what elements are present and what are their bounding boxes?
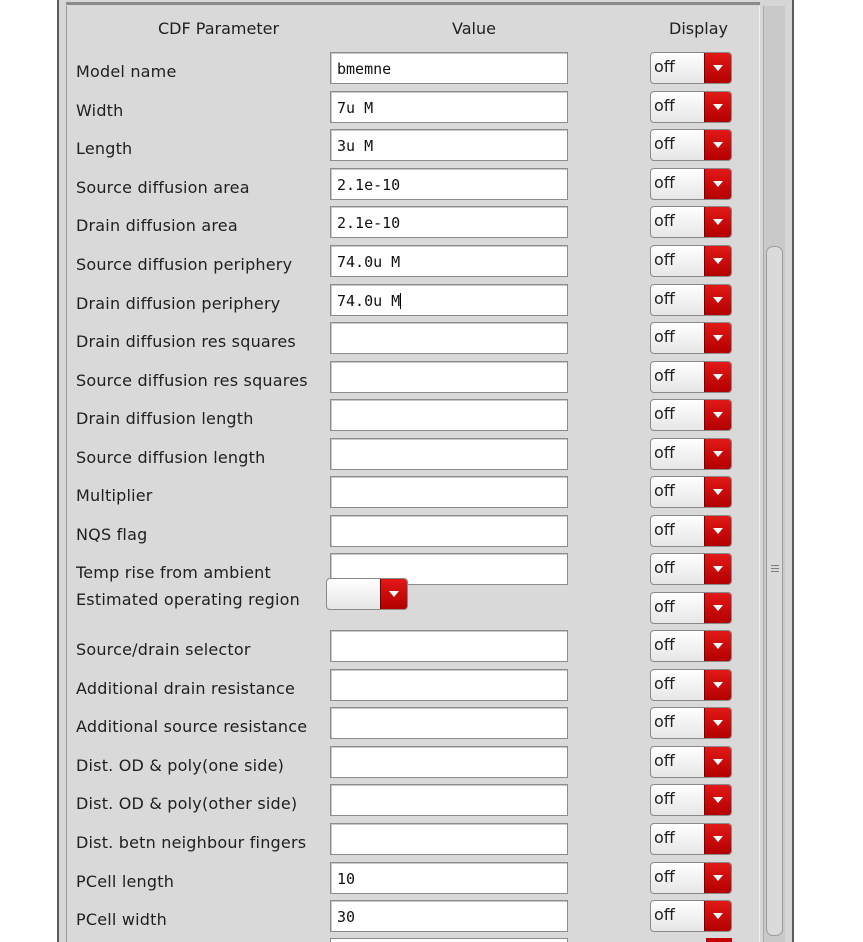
header-display: Display [669, 19, 728, 38]
param-label: Source diffusion res squares [76, 371, 308, 390]
param-label: Width [76, 101, 124, 120]
display-select-value: off [654, 905, 675, 924]
display-select-value: off [654, 443, 675, 462]
param-label: Temp rise from ambient [76, 563, 271, 582]
operating-region-select[interactable] [326, 578, 408, 610]
field-text: 74.0u M [337, 292, 401, 310]
nqs-flag-field[interactable] [330, 515, 568, 547]
display-select-value: off [654, 366, 675, 385]
chevron-down-icon[interactable] [704, 631, 731, 661]
display-select-source-diffusion-length[interactable] [650, 438, 732, 470]
chevron-down-icon[interactable] [704, 53, 731, 83]
display-select-nqs-flag[interactable] [650, 515, 732, 547]
scrollbar-thumb[interactable] [766, 246, 783, 936]
display-select-value: off [654, 558, 675, 577]
display-select-additional-source-resistance[interactable] [650, 707, 732, 739]
param-label: Dist. OD & poly(other side) [76, 794, 298, 813]
param-label: PCell length [76, 872, 175, 891]
display-select-width[interactable] [650, 91, 732, 123]
display-select-value: off [654, 134, 675, 153]
next-row-dropdown-partial [706, 938, 732, 942]
text-caret [400, 293, 401, 309]
display-select-value: off [654, 635, 675, 654]
display-select-value: off [654, 327, 675, 346]
display-select-drain-diffusion-periphery[interactable] [650, 284, 732, 316]
display-select-value: off [654, 789, 675, 808]
display-select-pcell-width[interactable] [650, 900, 732, 932]
param-label: Dist. OD & poly(one side) [76, 756, 285, 775]
chevron-down-icon[interactable] [704, 439, 731, 469]
next-row-field-partial [330, 938, 568, 942]
display-select-dist-betn-neighbour-fingers[interactable] [650, 823, 732, 855]
display-select-additional-drain-resistance[interactable] [650, 669, 732, 701]
dist-od-poly-other-side-field[interactable] [330, 784, 568, 816]
display-select-value: off [654, 828, 675, 847]
dist-od-poly-one-side-field[interactable] [330, 746, 568, 778]
display-select-value: off [654, 57, 675, 76]
chevron-down-icon[interactable] [704, 785, 731, 815]
param-label: Source diffusion periphery [76, 255, 293, 274]
additional-drain-resistance-field[interactable] [330, 669, 568, 701]
param-row-additional-drain-resistance [0, 669, 863, 707]
display-select-drain-diffusion-area[interactable] [650, 206, 732, 238]
param-label: Source diffusion length [76, 448, 266, 467]
display-select-value: off [654, 674, 675, 693]
param-row-drain-diffusion-length [0, 399, 863, 437]
length-field[interactable]: 3u M [330, 129, 568, 161]
display-select-model-name[interactable] [650, 52, 732, 84]
display-select-temp-rise[interactable] [650, 553, 732, 585]
display-select-source-diffusion-periphery[interactable] [650, 245, 732, 277]
display-select-value: off [654, 481, 675, 500]
display-select-value: off [654, 712, 675, 731]
drain-diffusion-periphery-field[interactable] [330, 284, 568, 316]
display-select-dist-od-poly-other-side[interactable] [650, 784, 732, 816]
param-label: Drain diffusion length [76, 409, 254, 428]
source-drain-selector-field[interactable] [330, 630, 568, 662]
param-label: Additional source resistance [76, 717, 308, 736]
chevron-down-icon[interactable] [704, 207, 731, 237]
display-select-dist-od-poly-one-side[interactable] [650, 746, 732, 778]
dist-betn-neighbour-fingers-field[interactable] [330, 823, 568, 855]
display-select-value: off [654, 173, 675, 192]
display-select-value: off [654, 96, 675, 115]
chevron-down-icon[interactable] [704, 863, 731, 893]
param-row-temp-rise [0, 553, 863, 591]
chevron-down-icon[interactable] [704, 554, 731, 584]
param-label: Estimated operating region [76, 590, 300, 609]
param-label: PCell width [76, 910, 167, 929]
model-name-field[interactable]: bmemne [330, 52, 568, 84]
param-label: Additional drain resistance [76, 679, 296, 698]
display-select-value: off [654, 289, 675, 308]
display-select-value: off [654, 751, 675, 770]
display-select-value: off [654, 867, 675, 886]
vertical-scrollbar[interactable] [763, 6, 785, 942]
param-row-source-diffusion-res-squares [0, 361, 863, 399]
param-row-length [0, 129, 863, 167]
param-row-source-diffusion-area [0, 168, 863, 206]
width-field[interactable]: 7u M [330, 91, 568, 123]
frame-top-divider [66, 2, 760, 5]
param-label: Source/drain selector [76, 640, 251, 659]
grip-icon [771, 565, 779, 573]
param-label: Drain diffusion res squares [76, 332, 296, 351]
param-row-pcell-length [0, 862, 863, 900]
chevron-down-icon[interactable] [380, 579, 407, 609]
param-row-source-diffusion-length [0, 438, 863, 476]
source-diffusion-area-field[interactable]: 2.1e-10 [330, 168, 568, 200]
display-select-value: off [654, 520, 675, 539]
param-row-source-diffusion-periphery [0, 245, 863, 283]
display-select-drain-diffusion-length[interactable] [650, 399, 732, 431]
chevron-down-icon[interactable] [704, 477, 731, 507]
param-row-dist-od-poly-other-side [0, 784, 863, 822]
chevron-down-icon[interactable] [704, 323, 731, 353]
display-select-pcell-length[interactable] [650, 862, 732, 894]
param-row-pcell-width [0, 900, 863, 938]
param-row-nqs-flag [0, 515, 863, 553]
display-select-multiplier[interactable] [650, 476, 732, 508]
param-row-drain-diffusion-res-squares [0, 322, 863, 360]
param-label: NQS flag [76, 525, 148, 544]
chevron-down-icon[interactable] [704, 593, 731, 623]
param-label: Model name [76, 62, 177, 81]
display-select-drain-diffusion-res-squares[interactable] [650, 322, 732, 354]
chevron-down-icon[interactable] [704, 169, 731, 199]
param-row-width [0, 91, 863, 129]
chevron-down-icon[interactable] [704, 400, 731, 430]
chevron-down-icon[interactable] [704, 670, 731, 700]
display-select-source-drain-selector[interactable] [650, 630, 732, 662]
display-select-estimated-operating-region[interactable] [650, 592, 732, 624]
param-label: Drain diffusion area [76, 216, 238, 235]
param-label: Multiplier [76, 486, 153, 505]
chevron-down-icon[interactable] [704, 92, 731, 122]
param-row-source-drain-selector [0, 630, 863, 668]
header-cdf-parameter: CDF Parameter [158, 19, 280, 38]
drain-diffusion-area-field[interactable]: 2.1e-10 [330, 206, 568, 238]
display-select-value: off [654, 211, 675, 230]
chevron-down-icon[interactable] [704, 901, 731, 931]
param-label: Source diffusion area [76, 178, 250, 197]
param-row-additional-source-resistance [0, 707, 863, 745]
param-label: Drain diffusion periphery [76, 294, 281, 313]
source-diffusion-periphery-field[interactable]: 74.0u M [330, 245, 568, 277]
drain-diffusion-length-field[interactable] [330, 399, 568, 431]
param-row-estimated-operating-region [0, 592, 863, 630]
display-select-value: off [654, 250, 675, 269]
source-diffusion-length-field[interactable] [330, 438, 568, 470]
multiplier-field[interactable] [330, 476, 568, 508]
chevron-down-icon[interactable] [704, 824, 731, 854]
display-select-length[interactable] [650, 129, 732, 161]
chevron-down-icon[interactable] [704, 708, 731, 738]
param-row-dist-od-poly-one-side [0, 746, 863, 784]
pcell-length-field[interactable]: 10 [330, 862, 568, 894]
param-label: Length [76, 139, 133, 158]
chevron-down-icon[interactable] [704, 130, 731, 160]
param-label: Dist. betn neighbour fingers [76, 833, 307, 852]
chevron-down-icon[interactable] [704, 285, 731, 315]
param-row-model-name [0, 52, 863, 90]
chevron-down-icon[interactable] [704, 747, 731, 777]
source-diffusion-res-squares-field[interactable] [330, 361, 568, 393]
drain-diffusion-res-squares-field[interactable] [330, 322, 568, 354]
display-select-source-diffusion-area[interactable] [650, 168, 732, 200]
header-value: Value [452, 19, 496, 38]
param-row-dist-betn-neighbour-fingers [0, 823, 863, 861]
display-select-value: off [654, 404, 675, 423]
display-select-value: off [654, 597, 675, 616]
chevron-down-icon[interactable] [704, 362, 731, 392]
additional-source-resistance-field[interactable] [330, 707, 568, 739]
param-row-drain-diffusion-area [0, 206, 863, 244]
param-row-multiplier [0, 476, 863, 514]
display-select-source-diffusion-res-squares[interactable] [650, 361, 732, 393]
chevron-down-icon[interactable] [704, 516, 731, 546]
pcell-width-field[interactable]: 30 [330, 900, 568, 932]
param-row-drain-diffusion-periphery [0, 284, 863, 322]
chevron-down-icon[interactable] [704, 246, 731, 276]
